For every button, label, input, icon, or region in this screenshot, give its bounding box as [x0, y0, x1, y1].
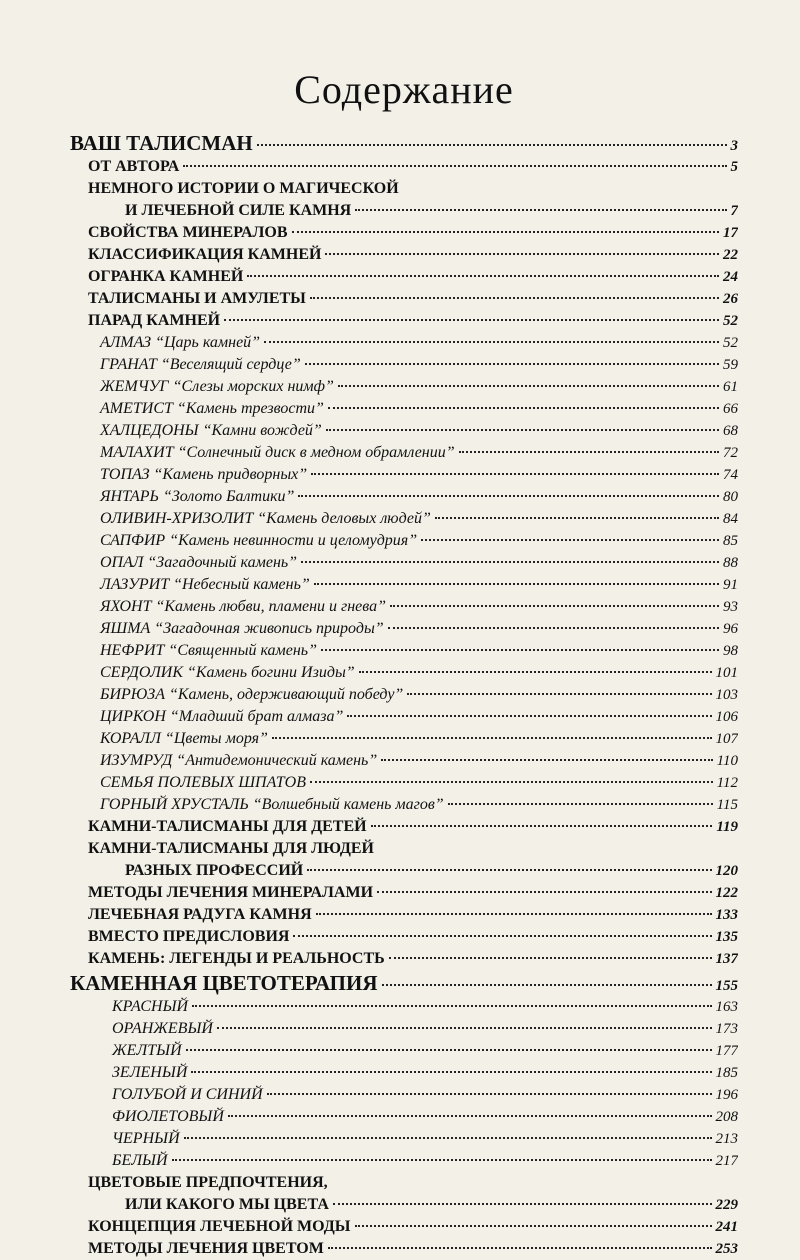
dot-leader — [264, 341, 719, 343]
toc-page-number: 185 — [715, 1065, 738, 1081]
toc-page-number: 66 — [723, 401, 738, 417]
toc-entry[interactable] — [70, 552, 738, 574]
toc-page-number: 253 — [715, 1241, 738, 1257]
toc-entry-title: ОЛИВИН-ХРИЗОЛИТ “Камень деловых людей” — [100, 510, 431, 527]
toc-page-number: 26 — [723, 291, 738, 307]
toc-entry[interactable] — [70, 530, 738, 552]
toc-entry-title: САПФИР “Камень невинности и целомудрия” — [100, 532, 418, 549]
toc-entry-title: ОРАНЖЕВЫЙ — [112, 1020, 213, 1037]
toc-entry-title: ОТ АВТОРА — [88, 158, 180, 175]
dot-leader — [390, 605, 719, 607]
toc-page-number: 74 — [723, 467, 738, 483]
toc-page-number: 119 — [716, 819, 738, 835]
dot-leader — [307, 869, 711, 871]
dot-leader — [310, 297, 719, 299]
toc-page-number: 229 — [715, 1197, 738, 1213]
dot-leader — [355, 209, 726, 211]
toc-page-number: 59 — [723, 357, 738, 373]
toc-entry-title: КАМЕННАЯ ЦВЕТОТЕРАПИЯ — [70, 971, 378, 995]
toc-entry[interactable] — [70, 662, 738, 684]
toc-page-number: 208 — [715, 1109, 738, 1125]
toc-entry-title: ЛАЗУРИТ “Небесный камень” — [100, 576, 310, 593]
toc-entry-title: ЯШМА “Загадочная живопись природы” — [100, 620, 384, 637]
toc-entry[interactable] — [70, 772, 738, 794]
toc-entry[interactable] — [70, 794, 738, 816]
toc-page-number: 101 — [715, 665, 738, 681]
dot-leader — [389, 957, 712, 959]
toc-entry-title: СЕРДОЛИК “Камень богини Изиды” — [100, 664, 355, 681]
dot-leader — [333, 1203, 712, 1205]
toc-entry[interactable] — [70, 288, 738, 310]
toc-page-number: 106 — [715, 709, 738, 725]
toc-entry-title: ЖЕЛТЫЙ — [112, 1042, 182, 1059]
toc-entry-title: ФИОЛЕТОВЫЙ — [112, 1108, 224, 1125]
toc-entry-title: АЛМАЗ “Царь камней” — [100, 334, 261, 351]
toc-entry-title: КОРАЛЛ “Цветы моря” — [100, 730, 268, 747]
toc-entry-title: ЗЕЛЕНЫЙ — [112, 1064, 188, 1081]
toc-page-number: 61 — [723, 379, 738, 395]
dot-leader — [183, 165, 726, 167]
toc-entry[interactable] — [70, 376, 738, 398]
toc-entry-title: ВАШ ТАЛИСМАН — [70, 131, 253, 155]
toc-entry-title: ГРАНАТ “Веселящий сердце” — [100, 356, 301, 373]
toc-entry-title: ЦИРКОН “Младший брат алмаза” — [100, 708, 344, 725]
toc-page-number: 163 — [715, 999, 738, 1015]
toc-entry[interactable] — [70, 1062, 738, 1084]
dot-leader — [448, 803, 713, 805]
toc-entry-title: НЕМНОГО ИСТОРИИ О МАГИЧЕСКОЙ — [88, 180, 399, 197]
toc-entry-title: КРАСНЫЙ — [112, 998, 189, 1015]
toc-entry[interactable] — [70, 398, 738, 420]
toc-entry-title: ИЗУМРУД “Антидемонический камень” — [100, 752, 378, 769]
toc-entry[interactable] — [70, 1150, 738, 1172]
toc-entry-title: КАМЕНЬ: ЛЕГЕНДЫ И РЕАЛЬНОСТЬ — [88, 950, 385, 967]
dot-leader — [311, 473, 719, 475]
dot-leader — [224, 319, 719, 321]
dot-leader — [421, 539, 719, 541]
dot-leader — [293, 935, 711, 937]
toc-page-number: 96 — [723, 621, 738, 637]
toc-entry-title: РАЗНЫХ ПРОФЕССИЙ — [125, 862, 304, 879]
toc-page-number: 24 — [723, 269, 738, 285]
toc-entry-title: ОГРАНКА КАМНЕЙ — [88, 268, 244, 285]
toc-entry[interactable] — [70, 1172, 738, 1194]
toc-page-number: 177 — [715, 1043, 738, 1059]
toc-page-number: 133 — [715, 907, 738, 923]
toc-entry-title: БЕЛЫЙ — [112, 1152, 168, 1169]
toc-entry[interactable] — [70, 178, 738, 200]
dot-leader — [371, 825, 713, 827]
toc-entry[interactable] — [70, 244, 738, 266]
table-of-contents — [70, 130, 738, 1260]
dot-leader — [381, 759, 712, 761]
dot-leader — [191, 1071, 711, 1073]
toc-entry-title: ГОЛУБОЙ И СИНИЙ — [112, 1086, 263, 1103]
toc-page-number: 110 — [716, 753, 738, 769]
toc-entry[interactable] — [70, 420, 738, 442]
dot-leader — [328, 1247, 712, 1249]
toc-page-number: 85 — [723, 533, 738, 549]
toc-page-number: 213 — [715, 1131, 738, 1147]
dot-leader — [459, 451, 719, 453]
toc-page-number: 17 — [723, 225, 738, 241]
toc-page-number: 122 — [715, 885, 738, 901]
dot-leader — [338, 385, 719, 387]
dot-leader — [326, 429, 719, 431]
toc-entry[interactable] — [70, 200, 738, 222]
toc-entry[interactable] — [70, 706, 738, 728]
toc-entry[interactable] — [70, 1128, 738, 1150]
dot-leader — [325, 253, 719, 255]
toc-entry-title: МЕТОДЫ ЛЕЧЕНИЯ ЦВЕТОМ — [88, 1240, 324, 1257]
toc-entry[interactable] — [70, 130, 738, 156]
toc-entry-title: КЛАССИФИКАЦИЯ КАМНЕЙ — [88, 246, 322, 263]
toc-entry[interactable] — [70, 332, 738, 354]
dot-leader — [272, 737, 712, 739]
dot-leader — [217, 1027, 712, 1029]
dot-leader — [228, 1115, 712, 1117]
toc-entry[interactable] — [70, 222, 738, 244]
toc-entry[interactable] — [70, 816, 738, 838]
dot-leader — [321, 649, 719, 651]
dot-leader — [257, 144, 727, 146]
dot-leader — [172, 1159, 712, 1161]
toc-entry[interactable] — [70, 684, 738, 706]
toc-entry[interactable] — [70, 1084, 738, 1106]
toc-entry[interactable] — [70, 1194, 738, 1216]
toc-page-number: 217 — [715, 1153, 738, 1169]
toc-entry[interactable] — [70, 156, 738, 178]
dot-leader — [186, 1049, 712, 1051]
dot-leader — [388, 627, 719, 629]
dot-leader — [184, 1137, 712, 1139]
toc-entry[interactable] — [70, 996, 738, 1018]
toc-page-number: 91 — [723, 577, 738, 593]
dot-leader — [310, 781, 713, 783]
toc-entry[interactable] — [70, 1216, 738, 1238]
toc-entry-title: БИРЮЗА “Камень, одерживающий победу” — [100, 686, 404, 703]
toc-page-number: 72 — [723, 445, 738, 461]
dot-leader — [292, 231, 719, 233]
toc-entry[interactable] — [70, 464, 738, 486]
toc-page-number: 84 — [723, 511, 738, 527]
toc-page-number: 135 — [715, 929, 738, 945]
toc-entry-title: КАМНИ-ТАЛИСМАНЫ ДЛЯ ЛЮДЕЙ — [88, 840, 374, 857]
toc-entry-title: ГОРНЫЙ ХРУСТАЛЬ “Волшебный камень магов” — [100, 796, 444, 813]
toc-entry[interactable] — [70, 508, 738, 530]
dot-leader — [328, 407, 719, 409]
toc-page-number: 115 — [716, 797, 738, 813]
toc-entry[interactable] — [70, 596, 738, 618]
dot-leader — [314, 583, 719, 585]
toc-entry[interactable] — [70, 728, 738, 750]
toc-page-number: 7 — [730, 203, 738, 219]
toc-entry[interactable] — [70, 882, 738, 904]
toc-entry-title: МЕТОДЫ ЛЕЧЕНИЯ МИНЕРАЛАМИ — [88, 884, 374, 901]
dot-leader — [407, 693, 711, 695]
toc-page-number: 98 — [723, 643, 738, 659]
toc-entry-title: СВОЙСТВА МИНЕРАЛОВ — [88, 224, 288, 241]
dot-leader — [298, 495, 719, 497]
toc-entry-title: ЛЕЧЕБНАЯ РАДУГА КАМНЯ — [88, 906, 312, 923]
dot-leader — [435, 517, 719, 519]
toc-entry[interactable] — [70, 860, 738, 882]
toc-entry[interactable] — [70, 904, 738, 926]
dot-leader — [382, 984, 712, 986]
toc-entry-title: И ЛЕЧЕБНОЙ СИЛЕ КАМНЯ — [125, 202, 352, 219]
toc-entry-title: ЯХОНТ “Камень любви, пламени и гнева” — [100, 598, 387, 615]
toc-page-number: 241 — [715, 1219, 738, 1235]
toc-page-number: 52 — [723, 335, 738, 351]
toc-entry-title: ЯНТАРЬ “Золото Балтики” — [100, 488, 295, 505]
dot-leader — [305, 363, 719, 365]
toc-entry[interactable] — [70, 948, 738, 970]
toc-entry[interactable] — [70, 1040, 738, 1062]
toc-entry[interactable] — [70, 1018, 738, 1040]
toc-page-number: 137 — [715, 951, 738, 967]
page-title: Содержание — [294, 67, 514, 112]
toc-page-number: 88 — [723, 555, 738, 571]
dot-leader — [267, 1093, 712, 1095]
toc-entry[interactable] — [70, 574, 738, 596]
toc-entry-title: ХАЛЦЕДОНЫ “Камни вождей” — [100, 422, 322, 439]
toc-page-number: 68 — [723, 423, 738, 439]
toc-entry[interactable] — [70, 838, 738, 860]
toc-entry[interactable] — [70, 640, 738, 662]
toc-page-number: 120 — [715, 863, 738, 879]
dot-leader — [192, 1005, 711, 1007]
toc-entry-title: КАМНИ-ТАЛИСМАНЫ ДЛЯ ДЕТЕЙ — [88, 818, 367, 835]
toc-page-number: 93 — [723, 599, 738, 615]
toc-entry-title: ТОПАЗ “Камень придворных” — [100, 466, 308, 483]
toc-entry-title: ИЛИ КАКОГО МЫ ЦВЕТА — [125, 1196, 329, 1213]
toc-page-number: 112 — [716, 775, 738, 791]
toc-entry[interactable] — [70, 310, 738, 332]
toc-entry-title: МАЛАХИТ “Солнечный диск в медном обрамлении” — [100, 444, 455, 461]
toc-page-number: 155 — [715, 978, 738, 994]
toc-entry-title: КОНЦЕПЦИЯ ЛЕЧЕБНОЙ МОДЫ — [88, 1218, 351, 1235]
dot-leader — [377, 891, 711, 893]
toc-entry-title: ЦВЕТОВЫЕ ПРЕДПОЧТЕНИЯ, — [88, 1174, 328, 1191]
dot-leader — [359, 671, 712, 673]
toc-entry[interactable] — [70, 486, 738, 508]
toc-entry[interactable] — [70, 442, 738, 464]
toc-entry[interactable] — [70, 926, 738, 948]
toc-entry-title: ТАЛИСМАНЫ И АМУЛЕТЫ — [88, 290, 306, 307]
toc-page-number: 5 — [730, 159, 738, 175]
toc-page-number: 107 — [715, 731, 738, 747]
toc-entry-title: АМЕТИСТ “Камень трезвости” — [100, 400, 324, 417]
toc-entry[interactable] — [70, 750, 738, 772]
toc-entry-title: ЧЕРНЫЙ — [112, 1130, 180, 1147]
toc-page-number: 196 — [715, 1087, 738, 1103]
toc-page-number: 80 — [723, 489, 738, 505]
dot-leader — [247, 275, 719, 277]
toc-entry[interactable] — [70, 1238, 738, 1260]
toc-page-number: 52 — [723, 313, 738, 329]
toc-entry[interactable] — [70, 354, 738, 376]
toc-entry-title: НЕФРИТ “Священный камень” — [100, 642, 317, 659]
toc-entry-title: ПАРАД КАМНЕЙ — [88, 312, 221, 329]
dot-leader — [316, 913, 712, 915]
toc-entry[interactable] — [70, 1106, 738, 1128]
toc-entry-title: ЖЕМЧУГ “Слезы морских нимф” — [100, 378, 334, 395]
toc-entry[interactable] — [70, 266, 738, 288]
dot-leader — [301, 561, 719, 563]
dot-leader — [355, 1225, 712, 1227]
toc-page-number: 173 — [715, 1021, 738, 1037]
toc-page-number: 3 — [730, 138, 738, 154]
toc-entry-title: ВМЕСТО ПРЕДИСЛОВИЯ — [88, 928, 290, 945]
toc-entry-title: ОПАЛ “Загадочный камень” — [100, 554, 298, 571]
dot-leader — [347, 715, 711, 717]
toc-entry-title: СЕМЬЯ ПОЛЕВЫХ ШПАТОВ — [100, 774, 306, 791]
toc-page-number: 22 — [723, 247, 738, 263]
toc-page-number: 103 — [715, 687, 738, 703]
toc-entry[interactable] — [70, 618, 738, 640]
toc-entry[interactable] — [70, 970, 738, 996]
